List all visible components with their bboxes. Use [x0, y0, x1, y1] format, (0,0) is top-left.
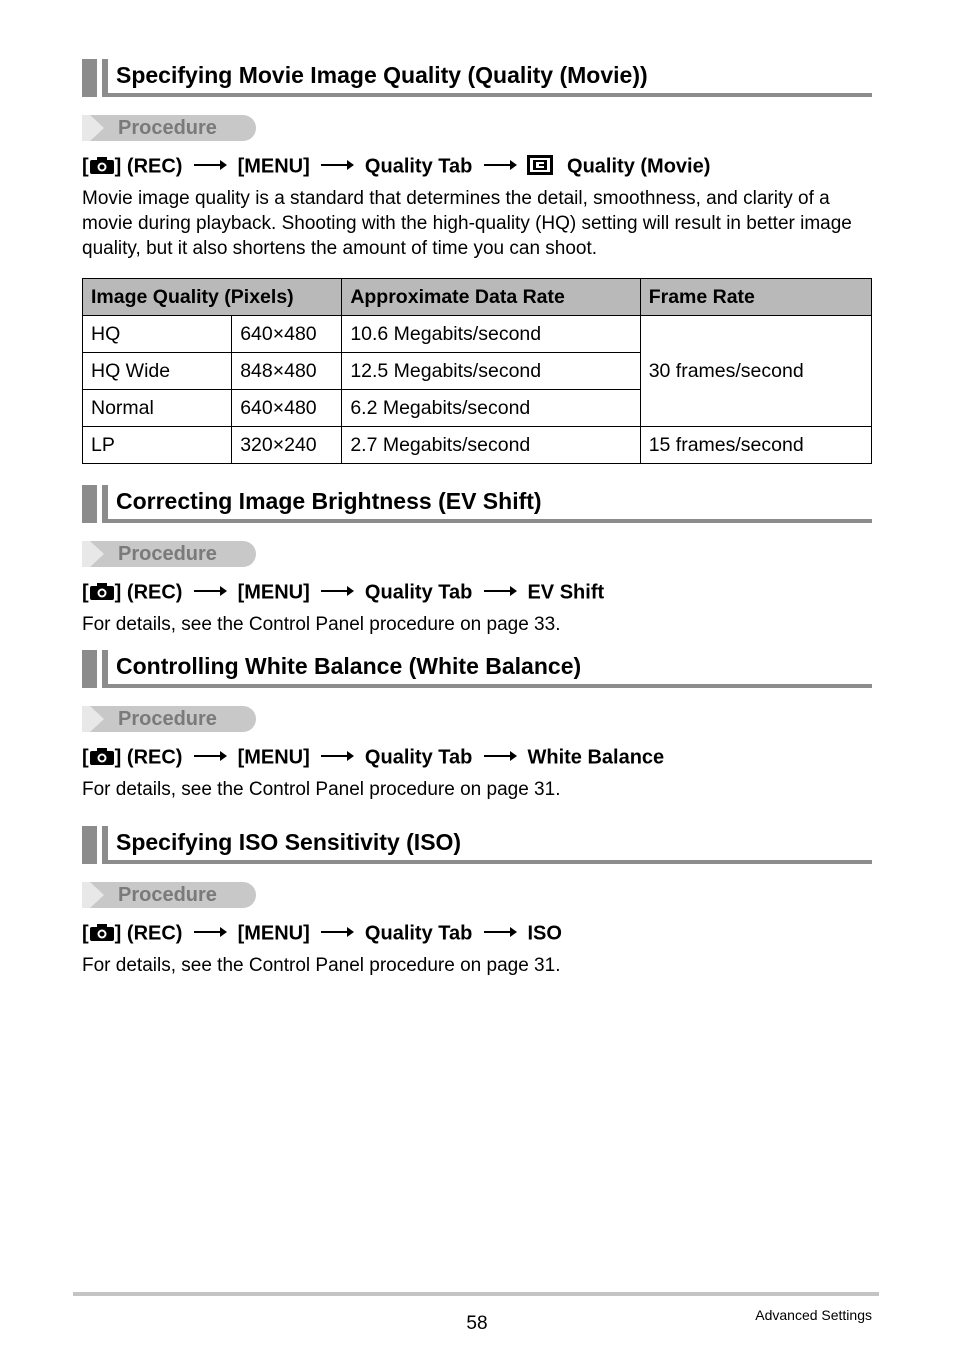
section-iso	[82, 826, 872, 978]
right-arrow-icon	[319, 159, 355, 171]
camera-icon	[89, 746, 115, 766]
right-arrow-icon	[319, 926, 355, 938]
heading-marker	[102, 650, 108, 688]
path-tab: Quality Tab	[364, 155, 473, 178]
section-ev-shift	[82, 485, 872, 637]
table-row	[83, 427, 872, 464]
cell-pixels: 640×480	[232, 390, 342, 427]
right-arrow-icon	[319, 585, 355, 597]
cell-frame-rate: 15 frames/second	[640, 427, 871, 464]
heading-marker	[102, 485, 108, 523]
heading-underline	[102, 93, 872, 97]
cell-rate: 10.6 Megabits/second	[342, 316, 640, 353]
table-header: Approximate Data Rate	[342, 279, 640, 316]
path-target: EV Shift	[527, 581, 605, 604]
section-body: Movie image quality is a standard that determines the detail, smoothness, and clarity of a movie during playback. Shooting with the high-quality (HQ) setting will result in better image quality, but it also shortens the amount of time you can shoot.	[82, 188, 852, 259]
page-number: 58	[466, 1313, 488, 1334]
right-arrow-icon	[192, 585, 228, 597]
camera-icon	[89, 155, 115, 175]
table-header-row	[83, 279, 872, 316]
procedure-label: Procedure	[118, 117, 217, 139]
section-body: For details, see the Control Panel procedure on page 31.	[82, 955, 561, 976]
procedure-badge	[82, 115, 256, 141]
cell-quality: HQ Wide	[83, 353, 232, 390]
heading-marker	[82, 650, 97, 688]
right-arrow-icon	[482, 585, 518, 597]
heading-marker	[102, 59, 108, 97]
path-rec: (REC)	[126, 155, 183, 178]
path-menu: [MENU]	[237, 581, 310, 604]
heading-underline	[102, 684, 872, 688]
heading-marker	[82, 826, 97, 864]
procedure-badge	[82, 706, 256, 732]
section-heading	[82, 485, 872, 523]
procedure-label: Procedure	[118, 543, 217, 565]
procedure-label: Procedure	[118, 884, 217, 906]
section-heading	[82, 59, 872, 97]
footer-divider	[73, 1292, 879, 1296]
section-body: For details, see the Control Panel procedure on page 33.	[82, 614, 561, 635]
menu-path: [ ] (REC) [MENU] Quality Tab Quality (Movie)	[82, 155, 711, 178]
menu-path: [ ] (REC) [MENU] Quality Tab White Balance	[82, 746, 665, 769]
path-menu: [MENU]	[237, 155, 310, 178]
section-movie-quality	[82, 59, 872, 464]
heading-marker	[82, 485, 97, 523]
table-header: Frame Rate	[640, 279, 871, 316]
quality-table	[82, 278, 872, 464]
cell-quality: HQ	[83, 316, 232, 353]
path-rec: (REC)	[126, 922, 183, 945]
cell-quality: Normal	[83, 390, 232, 427]
table-row	[83, 316, 872, 353]
camera-icon	[89, 581, 115, 601]
cell-pixels: 320×240	[232, 427, 342, 464]
right-arrow-icon	[192, 750, 228, 762]
path-target: White Balance	[527, 746, 665, 769]
right-arrow-icon	[192, 159, 228, 171]
path-tab: Quality Tab	[364, 746, 473, 769]
cell-rate: 2.7 Megabits/second	[342, 427, 640, 464]
section-title: Specifying Movie Image Quality (Quality (Movie))	[116, 62, 648, 88]
heading-marker	[82, 59, 97, 97]
section-heading	[82, 650, 872, 688]
menu-path: [ ] (REC) [MENU] Quality Tab EV Shift	[82, 581, 605, 604]
cell-pixels: 848×480	[232, 353, 342, 390]
cell-rate: 12.5 Megabits/second	[342, 353, 640, 390]
cell-frame-rate: 30 frames/second	[640, 316, 871, 427]
path-target: ISO	[527, 922, 562, 945]
path-target: Quality (Movie)	[567, 155, 711, 178]
path-tab: Quality Tab	[364, 581, 473, 604]
procedure-badge	[82, 882, 256, 908]
menu-path: [ ] (REC) [MENU] Quality Tab ISO	[82, 922, 562, 945]
heading-underline	[102, 519, 872, 523]
section-heading	[82, 826, 872, 864]
right-arrow-icon	[482, 750, 518, 762]
procedure-label: Procedure	[118, 708, 217, 730]
procedure-badge	[82, 541, 256, 567]
section-title: Correcting Image Brightness (EV Shift)	[116, 488, 542, 514]
path-tab: Quality Tab	[364, 922, 473, 945]
heading-underline	[102, 860, 872, 864]
path-menu: [MENU]	[237, 746, 310, 769]
path-rec: (REC)	[126, 581, 183, 604]
cell-quality: LP	[83, 427, 232, 464]
cell-rate: 6.2 Megabits/second	[342, 390, 640, 427]
section-white-balance	[82, 650, 872, 802]
right-arrow-icon	[192, 926, 228, 938]
heading-marker	[102, 826, 108, 864]
path-rec: (REC)	[126, 746, 183, 769]
right-arrow-icon	[319, 750, 355, 762]
section-body: For details, see the Control Panel procedure on page 31.	[82, 779, 561, 800]
path-menu: [MENU]	[237, 922, 310, 945]
table-header: Image Quality (Pixels)	[83, 279, 342, 316]
camera-icon	[89, 922, 115, 942]
section-title: Controlling White Balance (White Balance)	[116, 653, 582, 679]
chapter-label: Advanced Settings	[755, 1307, 872, 1323]
cell-pixels: 640×480	[232, 316, 342, 353]
right-arrow-icon	[482, 159, 518, 171]
right-arrow-icon	[482, 926, 518, 938]
movie-quality-icon	[527, 155, 553, 175]
section-title: Specifying ISO Sensitivity (ISO)	[116, 829, 462, 855]
